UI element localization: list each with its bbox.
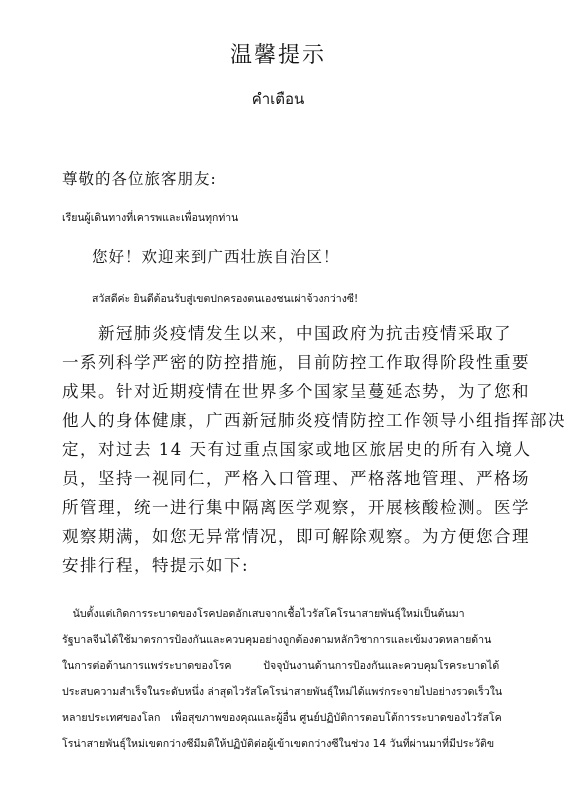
paragraph-line: หลายประเทศของโลก เพื่อสุขภาพของคุณและผู้อื่น ศูนย์ปฏิบัติการตอบโต้การระบาดของไวรัสโค [62, 712, 502, 724]
paragraph-line: 定，对过去 14 天有过重点国家或地区旅居史的所有入境人 [62, 440, 532, 459]
notice-body-thai [62, 601, 516, 757]
paragraph-line: 所管理，统一进行集中隔离医学观察，开展核酸检测。医学 [62, 498, 530, 517]
paragraph-line: โรน่าสายพันธุ์ใหม่เขตกว่างซีมีมติให้ปฏิบัติต่อผู้เข้าเขตกว่างซีในช่วง 14 วันที่ผ่านมาที่มีประวัติข [62, 738, 495, 750]
paragraph-line: 员，坚持一视同仁，严格入口管理、严格落地管理、严格场 [62, 469, 530, 488]
paragraph-line: 成果。针对近期疫情在世界多个国家呈蔓延态势，为了您和 [62, 382, 530, 401]
welcome-chinese: 您好！欢迎来到广西壮族自治区！ [92, 248, 340, 266]
paragraph-line: 新冠肺炎疫情发生以来，中国政府为抗击疫情采取了 [62, 324, 512, 343]
page-title: 温馨提示 [229, 43, 326, 68]
greeting-chinese: 尊敬的各位旅客朋友: [62, 170, 217, 188]
paragraph-line: 他人的身体健康，广西新冠肺炎疫情防控工作领导小组指挥部决 [62, 411, 566, 430]
paragraph-line: นับตั้งแต่เกิดการระบาดของโรคปอดอักเสบจากเชื้อไวรัสโคโรนาสายพันธุ์ใหม่เป็นต้นมา [62, 608, 465, 620]
paragraph-line: 一系列科学严密的防控措施，目前防控工作取得阶段性重要 [62, 353, 530, 372]
page-title-thai: คำเตือน [251, 90, 305, 108]
notice-body-chinese [62, 319, 566, 580]
paragraph-line: 安排行程，特提示如下: [62, 556, 250, 575]
welcome-thai: สวัสดีค่ะ ยินดีต้อนรับสู่เขตปกครองตนเองชนเผ่าจ้วงกว่างซี! [92, 293, 359, 305]
paragraph-line: 观察期满，如您无异常情况，即可解除观察。为方便您合理 [62, 527, 530, 546]
paragraph-line: ประสบความสำเร็จในระดับหนึ่ง ล่าสุดไวรัสโคโรน่าสายพันธุ์ใหม่ได้แพร่กระจายไปอย่างรวดเร็วใน [62, 686, 503, 698]
paragraph-line: ในการต่อต้านการแพร่ระบาดของโรค ปัจจุบันงานด้านการป้องกันและควบคุมโรคระบาดได้ [62, 660, 500, 672]
paragraph-line: รัฐบาลจีนได้ใช้มาตรการป้องกันและควบคุมอย่างถูกต้องตามหลักวิชาการและเข้มงวดหลายด้าน [62, 634, 492, 646]
greeting-thai: เรียนผู้เดินทางที่เคารพและเพื่อนทุกท่าน [62, 212, 239, 224]
